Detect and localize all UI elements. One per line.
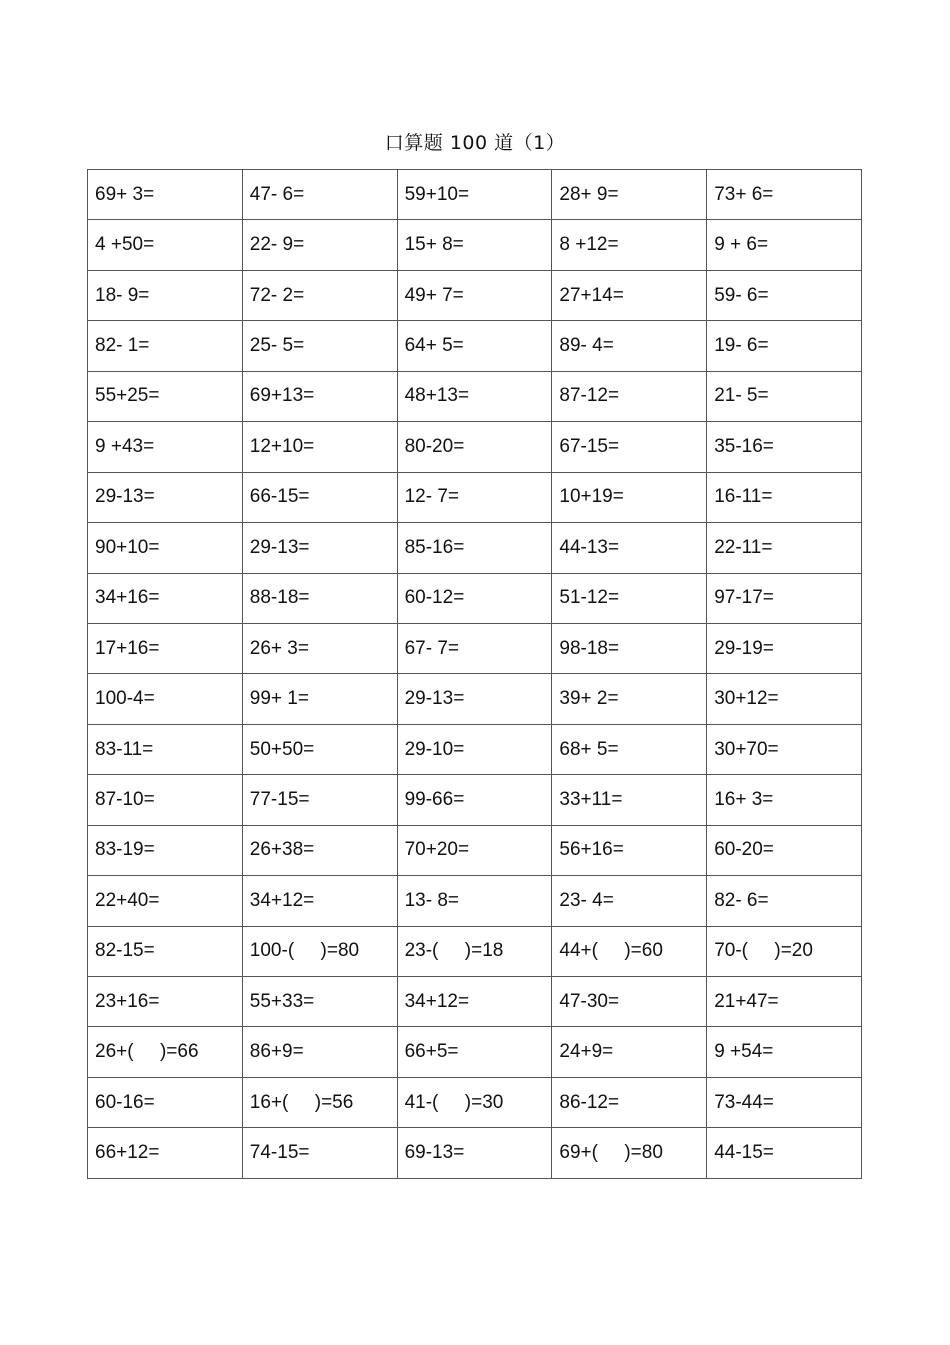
problem-cell: 85-16= [397, 523, 552, 573]
problem-cell: 64+ 5= [397, 321, 552, 371]
problem-cell: 23-( )=18 [397, 926, 552, 976]
problem-cell: 9 + 6= [707, 220, 862, 270]
problem-cell: 26+( )=66 [88, 1027, 243, 1077]
problem-cell: 22+40= [88, 876, 243, 926]
problem-cell: 17+16= [88, 623, 243, 673]
table-row [88, 422, 862, 472]
problem-cell: 13- 8= [397, 876, 552, 926]
problem-cell: 83-19= [88, 825, 243, 875]
problem-cell: 12+10= [242, 422, 397, 472]
problem-cell: 8 +12= [552, 220, 707, 270]
table-row [88, 1128, 862, 1179]
problem-cell: 25- 5= [242, 321, 397, 371]
table-row [88, 1027, 862, 1077]
problem-cell: 69+( )=80 [552, 1128, 707, 1179]
problem-cell: 21+47= [707, 977, 862, 1027]
problem-cell: 48+13= [397, 371, 552, 421]
problem-cell: 72- 2= [242, 270, 397, 320]
problem-cell: 73+ 6= [707, 170, 862, 220]
problem-cell: 10+19= [552, 472, 707, 522]
problem-cell: 68+ 5= [552, 724, 707, 774]
problem-cell: 66+12= [88, 1128, 243, 1179]
problem-cell: 26+38= [242, 825, 397, 875]
problem-cell: 29-13= [397, 674, 552, 724]
table-row [88, 674, 862, 724]
problem-cell: 22-11= [707, 523, 862, 573]
problem-cell: 55+25= [88, 371, 243, 421]
problem-cell: 23+16= [88, 977, 243, 1027]
problem-cell: 83-11= [88, 724, 243, 774]
problem-cell: 88-18= [242, 573, 397, 623]
problem-cell: 82- 6= [707, 876, 862, 926]
problem-cell: 80-20= [397, 422, 552, 472]
problem-cell: 30+12= [707, 674, 862, 724]
arithmetic-table-body [88, 170, 862, 1179]
problem-cell: 89- 4= [552, 321, 707, 371]
problem-cell: 26+ 3= [242, 623, 397, 673]
problem-cell: 29-13= [242, 523, 397, 573]
problem-cell: 60-12= [397, 573, 552, 623]
problem-cell: 69+ 3= [88, 170, 243, 220]
table-row [88, 977, 862, 1027]
problem-cell: 30+70= [707, 724, 862, 774]
problem-cell: 55+33= [242, 977, 397, 1027]
problem-cell: 44+( )=60 [552, 926, 707, 976]
problem-cell: 99-66= [397, 775, 552, 825]
problem-cell: 22- 9= [242, 220, 397, 270]
table-row [88, 371, 862, 421]
problem-cell: 47- 6= [242, 170, 397, 220]
problem-cell: 23- 4= [552, 876, 707, 926]
problem-cell: 21- 5= [707, 371, 862, 421]
problem-cell: 60-16= [88, 1077, 243, 1127]
problem-cell: 44-15= [707, 1128, 862, 1179]
arithmetic-table [87, 169, 862, 1179]
problem-cell: 74-15= [242, 1128, 397, 1179]
problem-cell: 18- 9= [88, 270, 243, 320]
problem-cell: 77-15= [242, 775, 397, 825]
problem-cell: 33+11= [552, 775, 707, 825]
table-row [88, 523, 862, 573]
problem-cell: 90+10= [88, 523, 243, 573]
table-row [88, 775, 862, 825]
problem-cell: 28+ 9= [552, 170, 707, 220]
table-row [88, 876, 862, 926]
problem-cell: 56+16= [552, 825, 707, 875]
problem-cell: 49+ 7= [397, 270, 552, 320]
problem-cell: 59+10= [397, 170, 552, 220]
problem-cell: 39+ 2= [552, 674, 707, 724]
problem-cell: 70-( )=20 [707, 926, 862, 976]
problem-cell: 29-19= [707, 623, 862, 673]
problem-cell: 82- 1= [88, 321, 243, 371]
problem-cell: 86-12= [552, 1077, 707, 1127]
table-row [88, 573, 862, 623]
problem-cell: 29-13= [88, 472, 243, 522]
problem-cell: 100-4= [88, 674, 243, 724]
problem-cell: 35-16= [707, 422, 862, 472]
problem-cell: 97-17= [707, 573, 862, 623]
problem-cell: 67- 7= [397, 623, 552, 673]
table-row [88, 926, 862, 976]
problem-cell: 15+ 8= [397, 220, 552, 270]
table-row [88, 724, 862, 774]
problem-cell: 87-12= [552, 371, 707, 421]
problem-cell: 70+20= [397, 825, 552, 875]
problem-cell: 60-20= [707, 825, 862, 875]
table-row [88, 270, 862, 320]
problem-cell: 16+( )=56 [242, 1077, 397, 1127]
problem-cell: 51-12= [552, 573, 707, 623]
problem-cell: 67-15= [552, 422, 707, 472]
problem-cell: 100-( )=80 [242, 926, 397, 976]
problem-cell: 41-( )=30 [397, 1077, 552, 1127]
table-row [88, 1077, 862, 1127]
problem-cell: 24+9= [552, 1027, 707, 1077]
problem-cell: 9 +54= [707, 1027, 862, 1077]
table-row [88, 472, 862, 522]
problem-cell: 98-18= [552, 623, 707, 673]
problem-cell: 16-11= [707, 472, 862, 522]
problem-cell: 69+13= [242, 371, 397, 421]
problem-cell: 19- 6= [707, 321, 862, 371]
problem-cell: 4 +50= [88, 220, 243, 270]
problem-cell: 29-10= [397, 724, 552, 774]
problem-cell: 34+12= [242, 876, 397, 926]
table-row [88, 623, 862, 673]
problem-cell: 16+ 3= [707, 775, 862, 825]
problem-cell: 73-44= [707, 1077, 862, 1127]
problem-cell: 66+5= [397, 1027, 552, 1077]
problem-cell: 12- 7= [397, 472, 552, 522]
problem-cell: 9 +43= [88, 422, 243, 472]
problem-cell: 34+16= [88, 573, 243, 623]
problem-cell: 86+9= [242, 1027, 397, 1077]
page-title: 口算题 100 道（1） [384, 132, 566, 154]
table-row [88, 321, 862, 371]
problem-cell: 50+50= [242, 724, 397, 774]
table-row [88, 825, 862, 875]
problem-cell: 34+12= [397, 977, 552, 1027]
table-row [88, 170, 862, 220]
problem-cell: 82-15= [88, 926, 243, 976]
table-row [88, 220, 862, 270]
problem-cell: 47-30= [552, 977, 707, 1027]
problem-cell: 66-15= [242, 472, 397, 522]
problem-cell: 27+14= [552, 270, 707, 320]
problem-cell: 69-13= [397, 1128, 552, 1179]
problem-cell: 99+ 1= [242, 674, 397, 724]
problem-cell: 44-13= [552, 523, 707, 573]
problem-cell: 87-10= [88, 775, 243, 825]
problem-cell: 59- 6= [707, 270, 862, 320]
